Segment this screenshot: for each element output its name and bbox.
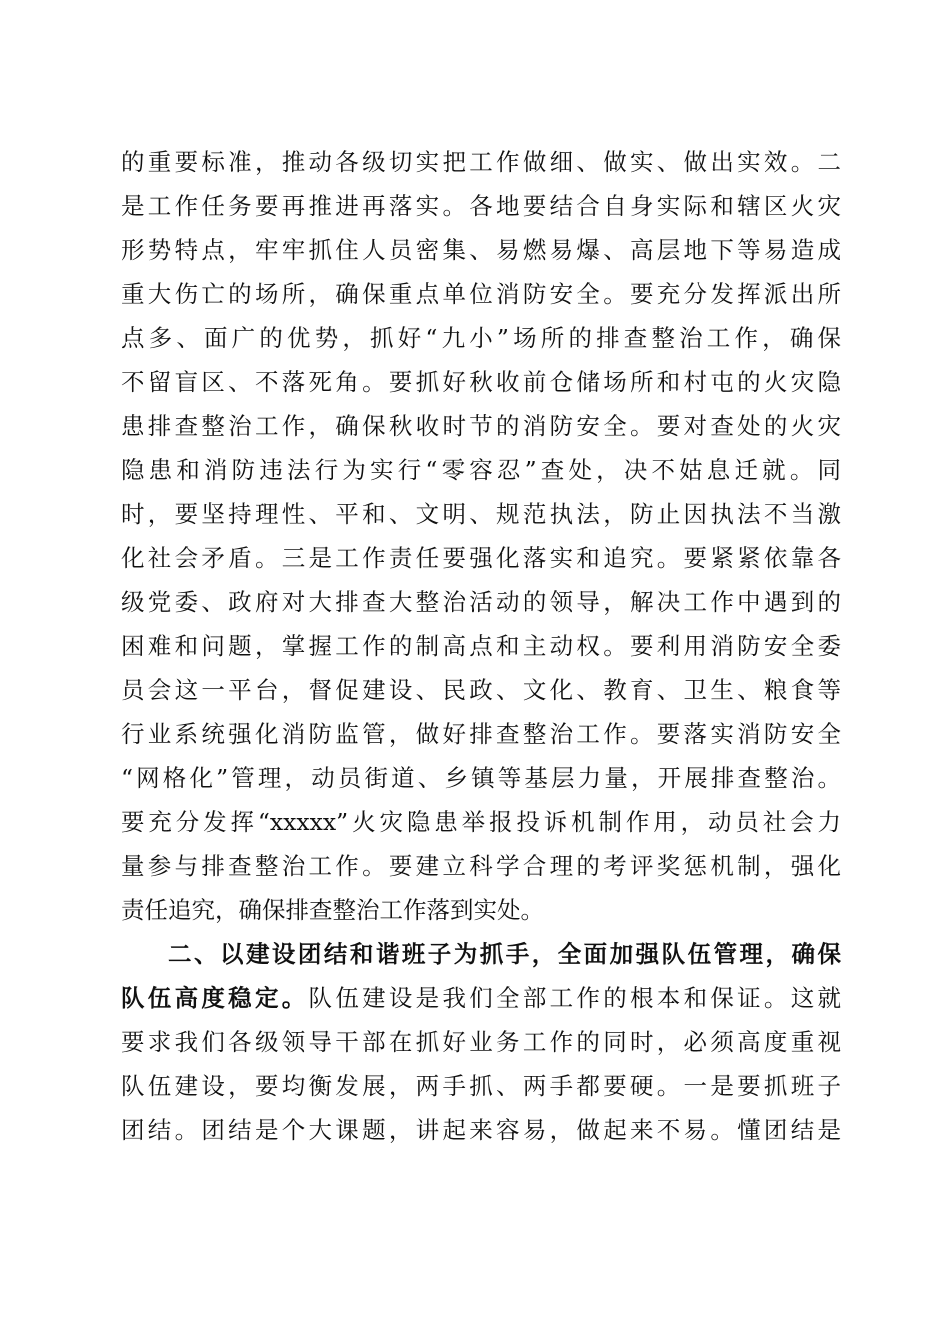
text-line: 量参与排查整治工作。要建立科学合理的考评奖惩机制，强化 xyxy=(121,852,841,880)
text-line: 的重要标准，推动各级切实把工作做细、做实、做出实效。二 xyxy=(121,148,841,176)
text-line: 隐患和消防违法行为实行“零容忍”查处，决不姑息迁就。同 xyxy=(121,456,841,484)
document-body xyxy=(121,140,841,1152)
text-line xyxy=(121,976,841,1020)
text-line-rest: 队伍建设是我们全部工作的根本和保证。这就 xyxy=(308,984,842,1012)
text-line: 困难和问题，掌握工作的制高点和主动权。要利用消防安全委 xyxy=(121,632,841,660)
text-line: 行业系统强化消防监管，做好排查整治工作。要落实消防安全 xyxy=(121,720,841,748)
text-line: 员会这一平台，督促建设、民政、文化、教育、卫生、粮食等 xyxy=(121,676,841,704)
text-line: 要求我们各级领导干部在抓好业务工作的同时，必须高度重视 xyxy=(121,1028,841,1056)
section-heading: 二、以建设团结和谐班子为抓手，全面加强队伍管理，确保 xyxy=(168,940,841,968)
section-heading-continued: 队伍高度稳定。 xyxy=(121,984,309,1012)
text-line: 是工作任务要再推进再落实。各地要结合自身实际和辖区火灾 xyxy=(121,192,841,220)
text-line: 要充分发挥“xxxxx”火灾隐患举报投诉机制作用，动员社会力 xyxy=(121,808,841,836)
text-line: 化社会矛盾。三是工作责任要强化落实和追究。要紧紧依靠各 xyxy=(121,544,841,572)
text-line: 重大伤亡的场所，确保重点单位消防安全。要充分发挥派出所 xyxy=(121,280,841,308)
text-line: 责任追究，确保排查整治工作落到实处。 xyxy=(121,896,544,924)
text-line: 级党委、政府对大排查大整治活动的领导，解决工作中遇到的 xyxy=(121,588,841,616)
text-line: “网格化”管理，动员街道、乡镇等基层力量，开展排查整治。 xyxy=(121,764,841,792)
text-line: 团结。团结是个大课题，讲起来容易，做起来不易。懂团结是 xyxy=(121,1116,841,1144)
text-line: 时，要坚持理性、平和、文明、规范执法，防止因执法不当激 xyxy=(121,500,841,528)
text-line: 队伍建设，要均衡发展，两手抓、两手都要硬。一是要抓班子 xyxy=(121,1072,841,1100)
text-line: 患排查整治工作，确保秋收时节的消防安全。要对查处的火灾 xyxy=(121,412,841,440)
text-line: 形势特点，牢牢抓住人员密集、易燃易爆、高层地下等易造成 xyxy=(121,236,841,264)
text-line: 不留盲区、不落死角。要抓好秋收前仓储场所和村屯的火灾隐 xyxy=(121,368,841,396)
text-line: 点多、面广的优势，抓好“九小”场所的排查整治工作，确保 xyxy=(121,324,841,352)
